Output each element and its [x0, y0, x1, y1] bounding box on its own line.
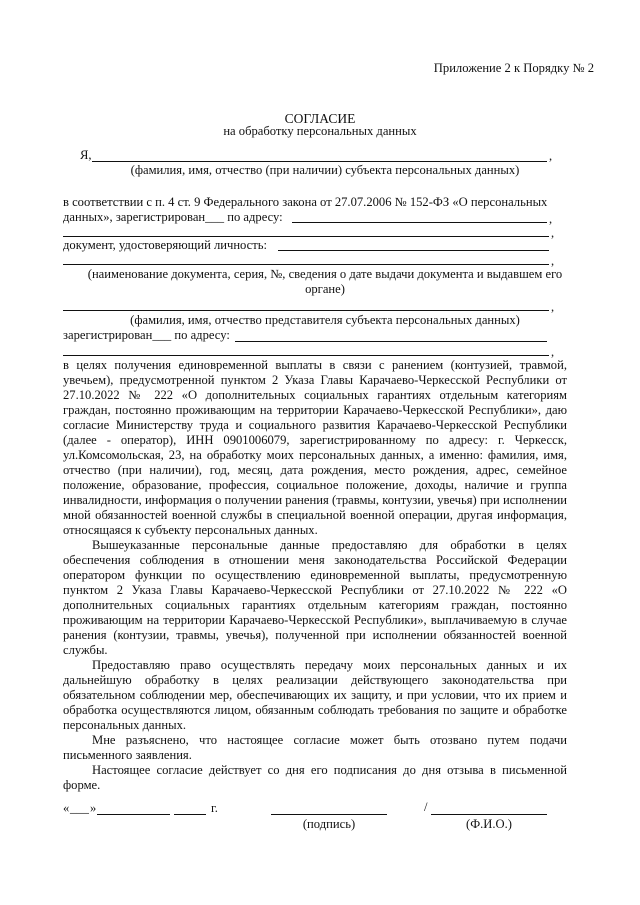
name-field-line[interactable] — [92, 161, 547, 162]
address-field-line-1[interactable] — [292, 222, 547, 223]
signature-caption: (подпись) — [302, 817, 356, 831]
consent-paragraph-5: Настоящее согласие действует со дня его подписания до дня отзыва в письменной форме. — [63, 763, 567, 792]
document-subtitle: на обработку персональных данных — [223, 124, 417, 138]
comma: , — [551, 226, 555, 240]
year-suffix: г. — [211, 801, 218, 815]
comma: , — [551, 254, 555, 268]
law-reference-line1: в соответствии с п. 4 ст. 9 Федерального закона от 27.07.2006 № 152-ФЗ «О персональных — [63, 195, 548, 209]
representative-field-line[interactable] — [63, 310, 549, 311]
appendix-label: Приложение 2 к Порядку № 2 — [433, 61, 594, 75]
law-reference-line2: данных», зарегистрирован___ по адресу: — [63, 210, 283, 224]
comma: , — [551, 345, 555, 359]
document-title: СОГЛАСИЕ — [284, 111, 356, 126]
consent-paragraph-1: в целях получения единовременной выплаты в связи с ранением (контузией, травмой, увечьем), предусмотренной пунктом 2 Указа Главы Карачаево-Черкесской Республики от 27.10.2022 № 222 «О дополнительных социальных гарантиях отдельным категориям граждан, постоянно проживающим на территории Карачаево-Черкесской Республики», даю согласие Министерству труда и социального развития Карачаево-Черкесской Республики (далее - оператор), ИНН 0901006079, зарегистрированному по адресу: г. Черкесск, ул.Комсомольская, 23, на обработку моих персональных данных, а именно: фамилия, имя, отчество (при наличии), год, месяц, дата рождения, место рождения, адрес, семейное положение, образование, профессия, социальное положение, доходы, наличие и группа инвалидности, информация о получении ранения (травмы, контузии, увечья) при исполнении мной обязанностей военной службы в специальной военной операции, другая информация, относящаяся к субъекту персональных данных. — [63, 358, 567, 537]
consent-paragraph-4: Мне разъяснено, что настоящее согласие может быть отозвано путем подачи письменного заявления. — [63, 733, 567, 762]
signature-line[interactable] — [271, 814, 387, 815]
document-caption-line2: органе) — [305, 282, 345, 296]
slash-separator: / — [424, 800, 428, 814]
date-close-quote: » — [90, 801, 97, 815]
consent-paragraph-3: Предоставляю право осуществлять передачу моих персональных данных и их дальнейшую обработку в целях реализации действующего законодательства при обязательном соблюдении мер, обеспечивающих их защиту, и при условии, что их прием и обработка осуществляются лицом, обязанным соблюдать требования по защите и обработке персональных данных. — [63, 658, 567, 732]
representative-address-label: зарегистрирован___ по адресу: — [63, 328, 230, 342]
address-field-line-2[interactable] — [63, 236, 549, 237]
fio-line[interactable] — [431, 814, 547, 815]
representative-address-line-2[interactable] — [63, 355, 549, 356]
date-month-line[interactable] — [97, 814, 170, 815]
comma: , — [549, 212, 553, 226]
document-caption-line1: (наименование документа, серия, №, сведения о дате выдачи документа и выдавшем его — [87, 267, 563, 281]
name-caption: (фамилия, имя, отчество (при наличии) субъекта персональных данных) — [130, 163, 520, 177]
date-year-line[interactable] — [174, 814, 206, 815]
comma: , — [549, 149, 553, 163]
id-document-label: документ, удостоверяющий личность: — [63, 238, 268, 252]
comma: , — [551, 300, 555, 314]
date-open-quote: « — [63, 801, 70, 815]
id-document-field-line-1[interactable] — [278, 250, 549, 251]
fio-caption: (Ф.И.О.) — [466, 817, 512, 831]
representative-caption: (фамилия, имя, отчество представителя субъекта персональных данных) — [130, 313, 520, 327]
id-document-field-line-2[interactable] — [63, 264, 549, 265]
date-day-blank[interactable]: ___ — [70, 801, 89, 815]
consent-paragraph-2: Вышеуказанные персональные данные предоставляю для обработки в целях обеспечения соблюдения в отношении меня законодательства Российской Федерации оператором функции по осуществлению единовременной выплаты, предусмотренную пунктом 2 Указа Главы Карачаево-Черкесской Республики от 27.10.2022 № 222 «О дополнительных социальных гарантиях отдельным категориям граждан, постоянно проживающим на территории Карачаево-Черкесской Республики», выплачиваемую в случае ранения (контузии, травмы, увечья), полученной при исполнении обязанностей военной службы. — [63, 538, 567, 657]
representative-address-line-1[interactable] — [235, 341, 547, 342]
i-prefix: Я, — [80, 148, 92, 162]
